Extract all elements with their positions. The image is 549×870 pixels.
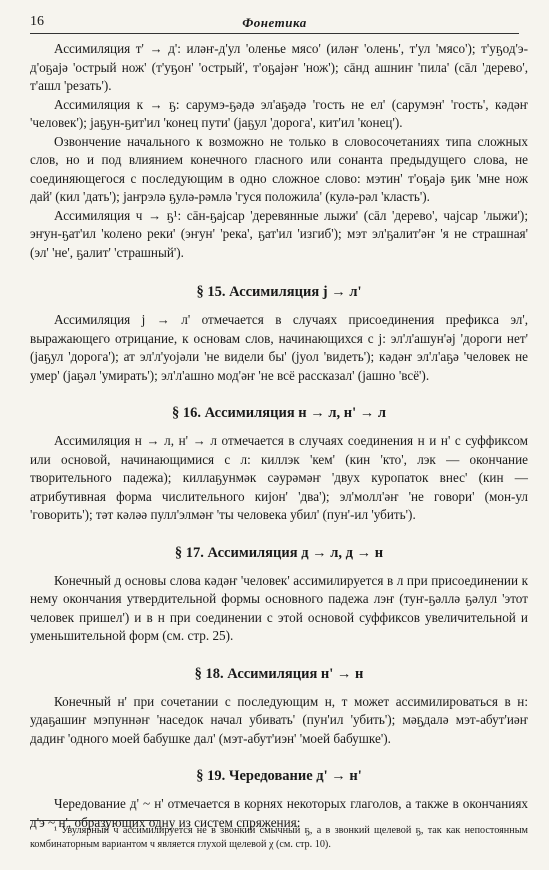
section-15-heading: § 15. Ассимиляция j → л'	[196, 284, 362, 300]
page-body	[30, 40, 528, 832]
header-rule	[30, 33, 519, 34]
section-16-text: Ассимиляция н → л, н' → л отмечается в случаях соединения н и н' с суффиксом или основой, начинающимися с л: киллэк 'кем' (кин 'кто', лэк — окончание творительного падежа); киллаҕунмәк сәурәмәҥ 'двух куропаток внес' (кин — атрибутивная форма числительного кијон' 'два'); эл'молл'әҥ 'не говори' (мон-ул 'говорить'); тәт кәләә пулл'элмәҥ 'ты человека убил' (пун'-ил 'убить').	[30, 433, 528, 522]
section-18-text: Конечный н' при сочетании с последующим н, т может ассимилироваться в н: удаҕашиҥ мэпуннәҥ 'наседок начал убивать' (пун'ил 'убить'); мәҕдалә мэт-абут'иәҥ дадиҥ 'одного моей бабушке дал' (мэт-абут'иэн' 'моей бабушке').	[30, 693, 528, 746]
section-17-heading: § 17. Ассимиляция д → л, д → н	[174, 544, 384, 561]
footnote-rule	[30, 820, 160, 821]
section-18-heading: § 18. Ассимиляция н' → н	[194, 665, 364, 682]
page-header	[30, 14, 519, 34]
page-number: 16	[30, 14, 44, 29]
section-15-text: Ассимиляция j → л' отмечается в случаях присоединения префикса эл', выражающего отрицание, к основам слов, начинающихся с j: эл'л'ашун'әј 'дороги нет' (јаҕул 'дорога'); ат эл'л'уојәли 'не видели бы' (јуол 'видеть'); кәдәҥ эл'л'аҕә 'человек не умер' (јаҕәл 'умирать'); эл'л'ашно мод'әҥ 'не всё рассказал' (јашно 'всё').	[30, 312, 528, 383]
paragraph-voicing: Озвончение начального к возможно не только в словосочетаниях типа сложных слов, но и под влиянием конечного гласного или сонанта предыдущего слова, не соединяющегося с последующим в одно сложное слово: мэтин' т'оҕајә ҕик 'мне нож дай' (кил 'дать'); јаҥрэлә ҕулә-рәмлә 'гуся положила' (кулә-рәл 'класть').	[30, 133, 528, 204]
paragraph-assimilation-t-d: Ассимиляция т' → д': иләҥ-д'ул 'оленье мясо' (иләҥ 'олень', т'ул 'мясо'); т'уҕод'э-д'оҕајә 'острый нож' (т'уҕон' 'острый', т'оҕајәҥ 'нож'); сāнд ашниҥ 'пила' (сāл 'дерево', т'ашл 'резать').	[30, 41, 528, 93]
running-head: Фонетика	[242, 15, 307, 30]
section-19-heading: § 19. Чередование д' → н'	[196, 768, 362, 784]
paragraph-assimilation-q: Ассимиляция ч → ҕ¹: сāн-ҕајсар 'деревянные лыжи' (сāл 'дерево', чајсар 'лыжи'); эҥун-ҕат'ил 'колено реки' (эҥун' 'река', ҕат'ил 'изгиб'); мэт эл'ҕалит'әҥ 'я не страшная' (эл' 'не', ҕалит' 'страшный').	[30, 207, 528, 260]
section-17-text: Конечный д основы слова кәдәҥ 'человек' ассимилируется в л при присоединении к нему окончания утвердительной формы основного падежа лэҥ (туҥ-ҕәллә ҕәлул 'этот человек пришел') и в н при соединении с этой основой суффиксов увеличительной и уменьшительной форм (см. стр. 25).	[30, 572, 528, 643]
footnote: ¹ Увулярный ч ассимилируется не в звонкий смычный ҕ, а в звонкий щелевой ҕ, так как непостоянным комбинаторным вариантом ч является глухой щелевой χ (см. стр. 10).	[30, 825, 528, 850]
section-19-text: Чередование д' ~ н' отмечается в корнях некоторых глаголов, а также в окончаниях д'э ~ н', образующих одну из систем спряжения:	[30, 796, 528, 830]
section-16-heading: § 16. Ассимиляция н → л, н' → л	[171, 405, 387, 421]
paragraph-assimilation-k-g: Ассимиляция к → ҕ: сарумэ-ҕәдә эл'аҕәдә 'гость не ел' (сарумэн' 'гость', кәдәҥ 'человек'); јаҕун-ҕит'ил 'конец пути' (јаҕул 'дорога', кит'ил 'конец').	[30, 96, 528, 130]
